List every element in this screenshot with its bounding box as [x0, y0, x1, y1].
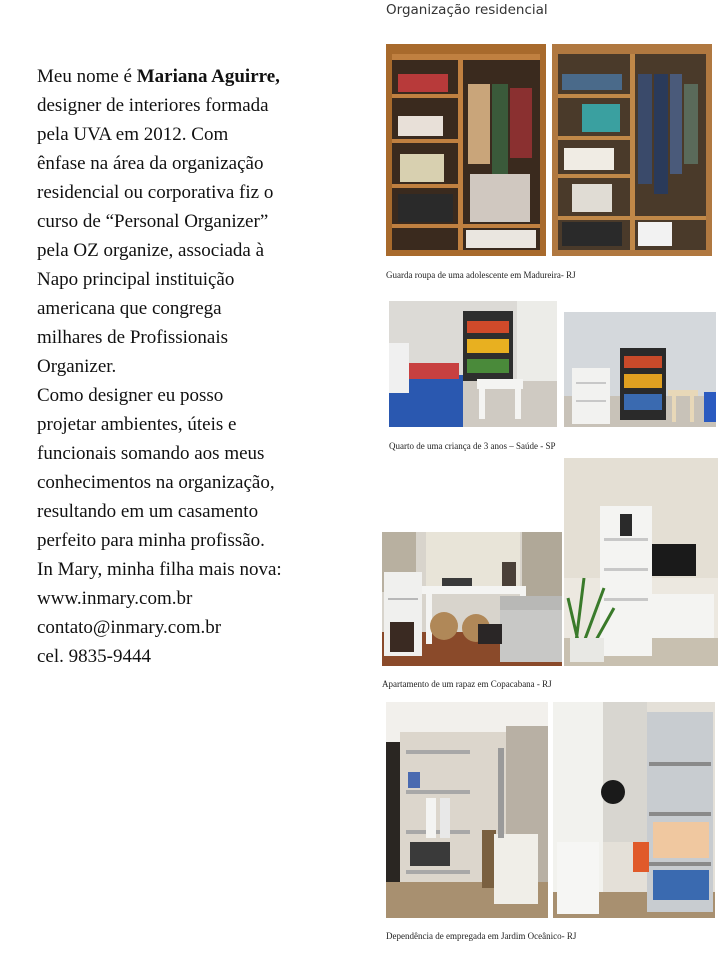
bio-line: Como designer eu posso: [37, 385, 224, 406]
bio-line: designer de interiores formada: [37, 95, 269, 116]
caption-service-room: Dependência de empregada em Jardim Oceânico- RJ: [386, 931, 577, 941]
apartment-photo-right: [564, 458, 718, 666]
bio-line: pela OZ organize, associada à: [37, 240, 265, 261]
service-room-photo-left: [386, 702, 548, 918]
bio-line: Organizer.: [37, 356, 117, 377]
bio-line: americana que congrega: [37, 298, 222, 319]
designer-name: Mariana Aguirre,: [136, 66, 280, 87]
service-room-photo-right: [553, 702, 715, 918]
caption-wardrobe: Guarda roupa de uma adolescente em Madureira- RJ: [386, 270, 576, 280]
wardrobe-photo-left: [386, 44, 546, 256]
caption-child-room: Quarto de uma criança de 3 anos – Saúde - SP: [389, 441, 556, 451]
bio-line: perfeito para minha profissão.: [37, 530, 265, 551]
phone-number: cel. 9835-9444: [37, 646, 151, 667]
email-link[interactable]: contato@inmary.com.br: [37, 617, 222, 638]
bio-line: ênfase na área da organização: [37, 153, 264, 174]
bio-first-line: [37, 62, 337, 91]
apartment-photo-left: [382, 532, 562, 666]
bio-line: milhares de Profissionais: [37, 327, 229, 348]
wardrobe-photo-right: [552, 44, 712, 256]
bio-line: Napo principal instituição: [37, 269, 235, 290]
bio-line: funcionais somando aos meus: [37, 443, 265, 464]
bio-line: curso de “Personal Organizer”: [37, 211, 269, 232]
bio-text: [37, 62, 337, 671]
bio-line: resultando em um casamento: [37, 501, 259, 522]
caption-apartment: Apartamento de um rapaz em Copacabana - RJ: [382, 679, 552, 689]
bio-line: residencial ou corporativa fiz o: [37, 182, 274, 203]
child-room-photo-left: [389, 301, 557, 427]
bio-line: conhecimentos na organização,: [37, 472, 275, 493]
child-room-photo-right: [564, 312, 716, 427]
bio-line: pela UVA em 2012. Com: [37, 124, 229, 145]
bio-intro: Meu nome é: [37, 66, 137, 87]
website-link[interactable]: www.inmary.com.br: [37, 588, 193, 609]
bio-line: projetar ambientes, úteis e: [37, 414, 237, 435]
bio-line: In Mary, minha filha mais nova:: [37, 559, 282, 580]
page-title: Organização residencial: [386, 2, 548, 18]
